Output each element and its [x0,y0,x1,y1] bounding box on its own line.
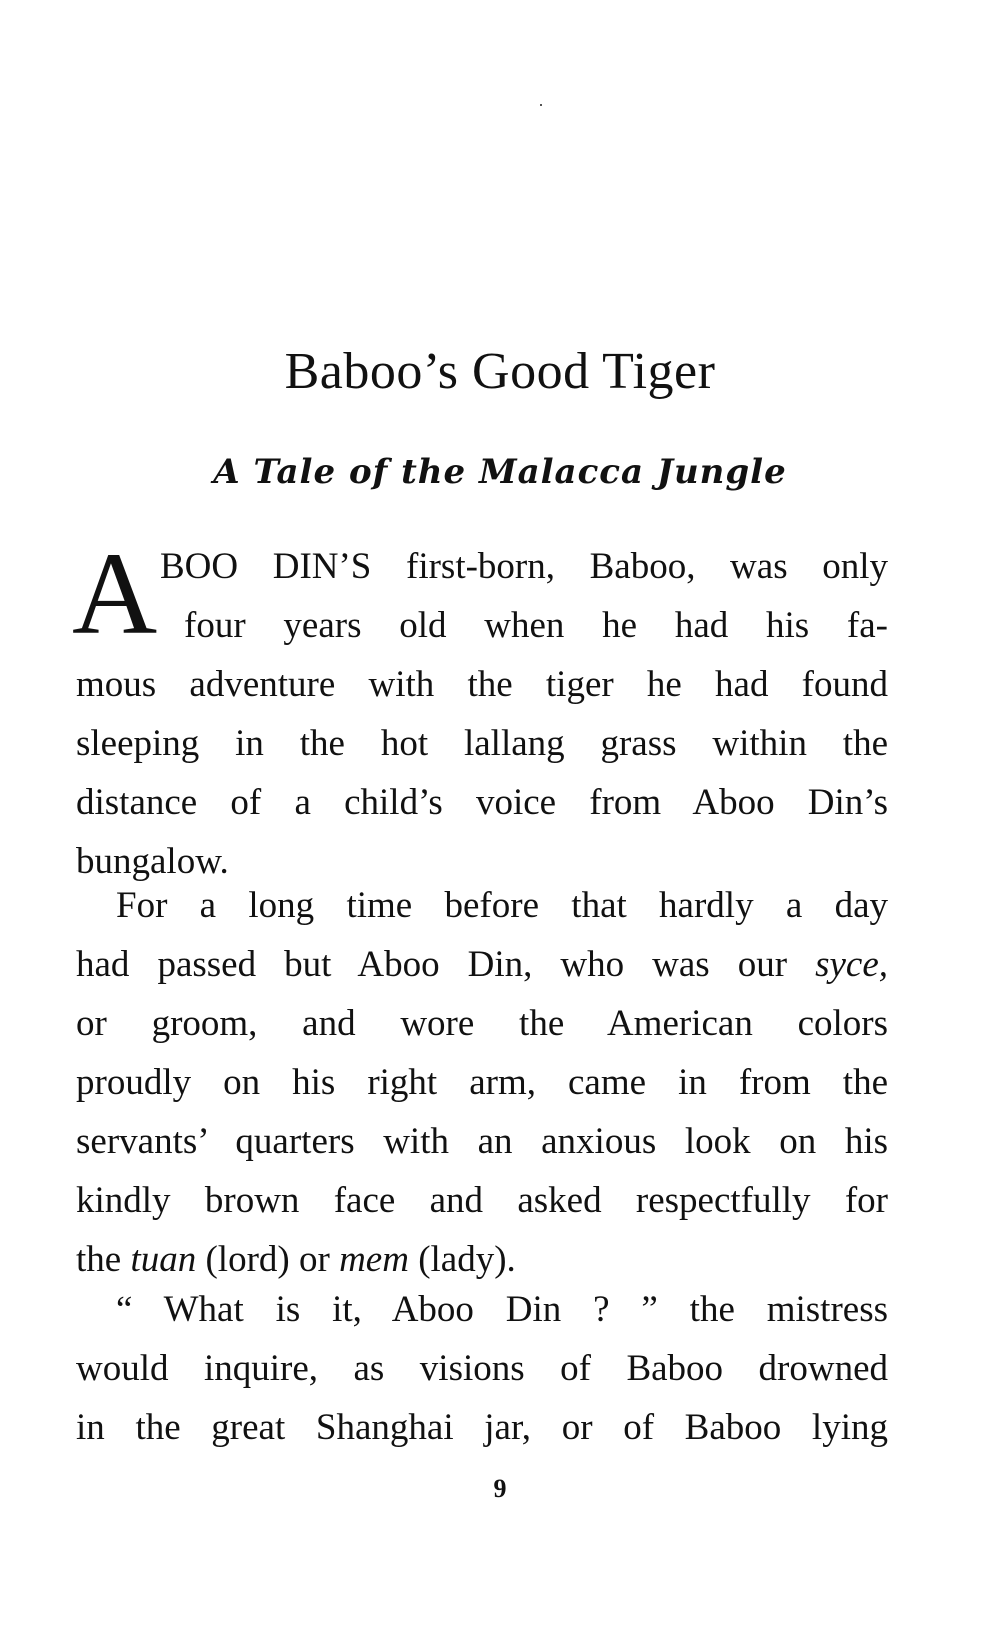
chapter-title: Baboo’s Good Tiger [284,343,716,400]
text-line: or groom, and wore the American colors [76,1003,888,1044]
text-line: “ What is it, Aboo Din ? ” the mistress [116,1289,888,1330]
paragraph-2 [76,876,888,1289]
paragraph-3 [76,1280,888,1457]
paragraph-1-line-2: four years old when he had his fa- [184,605,888,646]
page-number: 9 [493,1474,507,1503]
text-line: servants’ quarters with an anxious look on his [76,1121,888,1162]
text-line: For a long time before that hardly a day [116,885,888,926]
text-line: sleeping in the hot lallang grass within the [76,723,888,764]
drop-cap: A [72,528,158,659]
text-line: distance of a child’s voice from Aboo Din’s [76,782,888,823]
text-line: would inquire, as visions of Baboo drowned [76,1348,888,1389]
text-line: in the great Shanghai jar, or of Baboo lying [76,1407,888,1448]
italic-word: syce, [815,944,888,985]
text-line: the tuan (lord) or mem (lady). [76,1239,516,1280]
italic-word: tuan [130,1239,197,1280]
chapter-subtitle: A Tale of the Malacca Jungle [213,452,787,492]
italic-word: mem [339,1239,409,1280]
text-line: proudly on his right arm, came in from the [76,1062,888,1103]
text-line: bungalow. [76,841,229,882]
text-line: mous adventure with the tiger he had found [76,664,888,705]
paragraph-1-line-1: BOO DIN’S first-born, Baboo, was only [160,546,888,587]
paragraph-1-body [76,655,888,891]
text-line: kindly brown face and asked respectfully for [76,1180,888,1221]
paper-speck [540,104,542,106]
text-line: had passed but Aboo Din, who was our syce, [76,944,888,985]
